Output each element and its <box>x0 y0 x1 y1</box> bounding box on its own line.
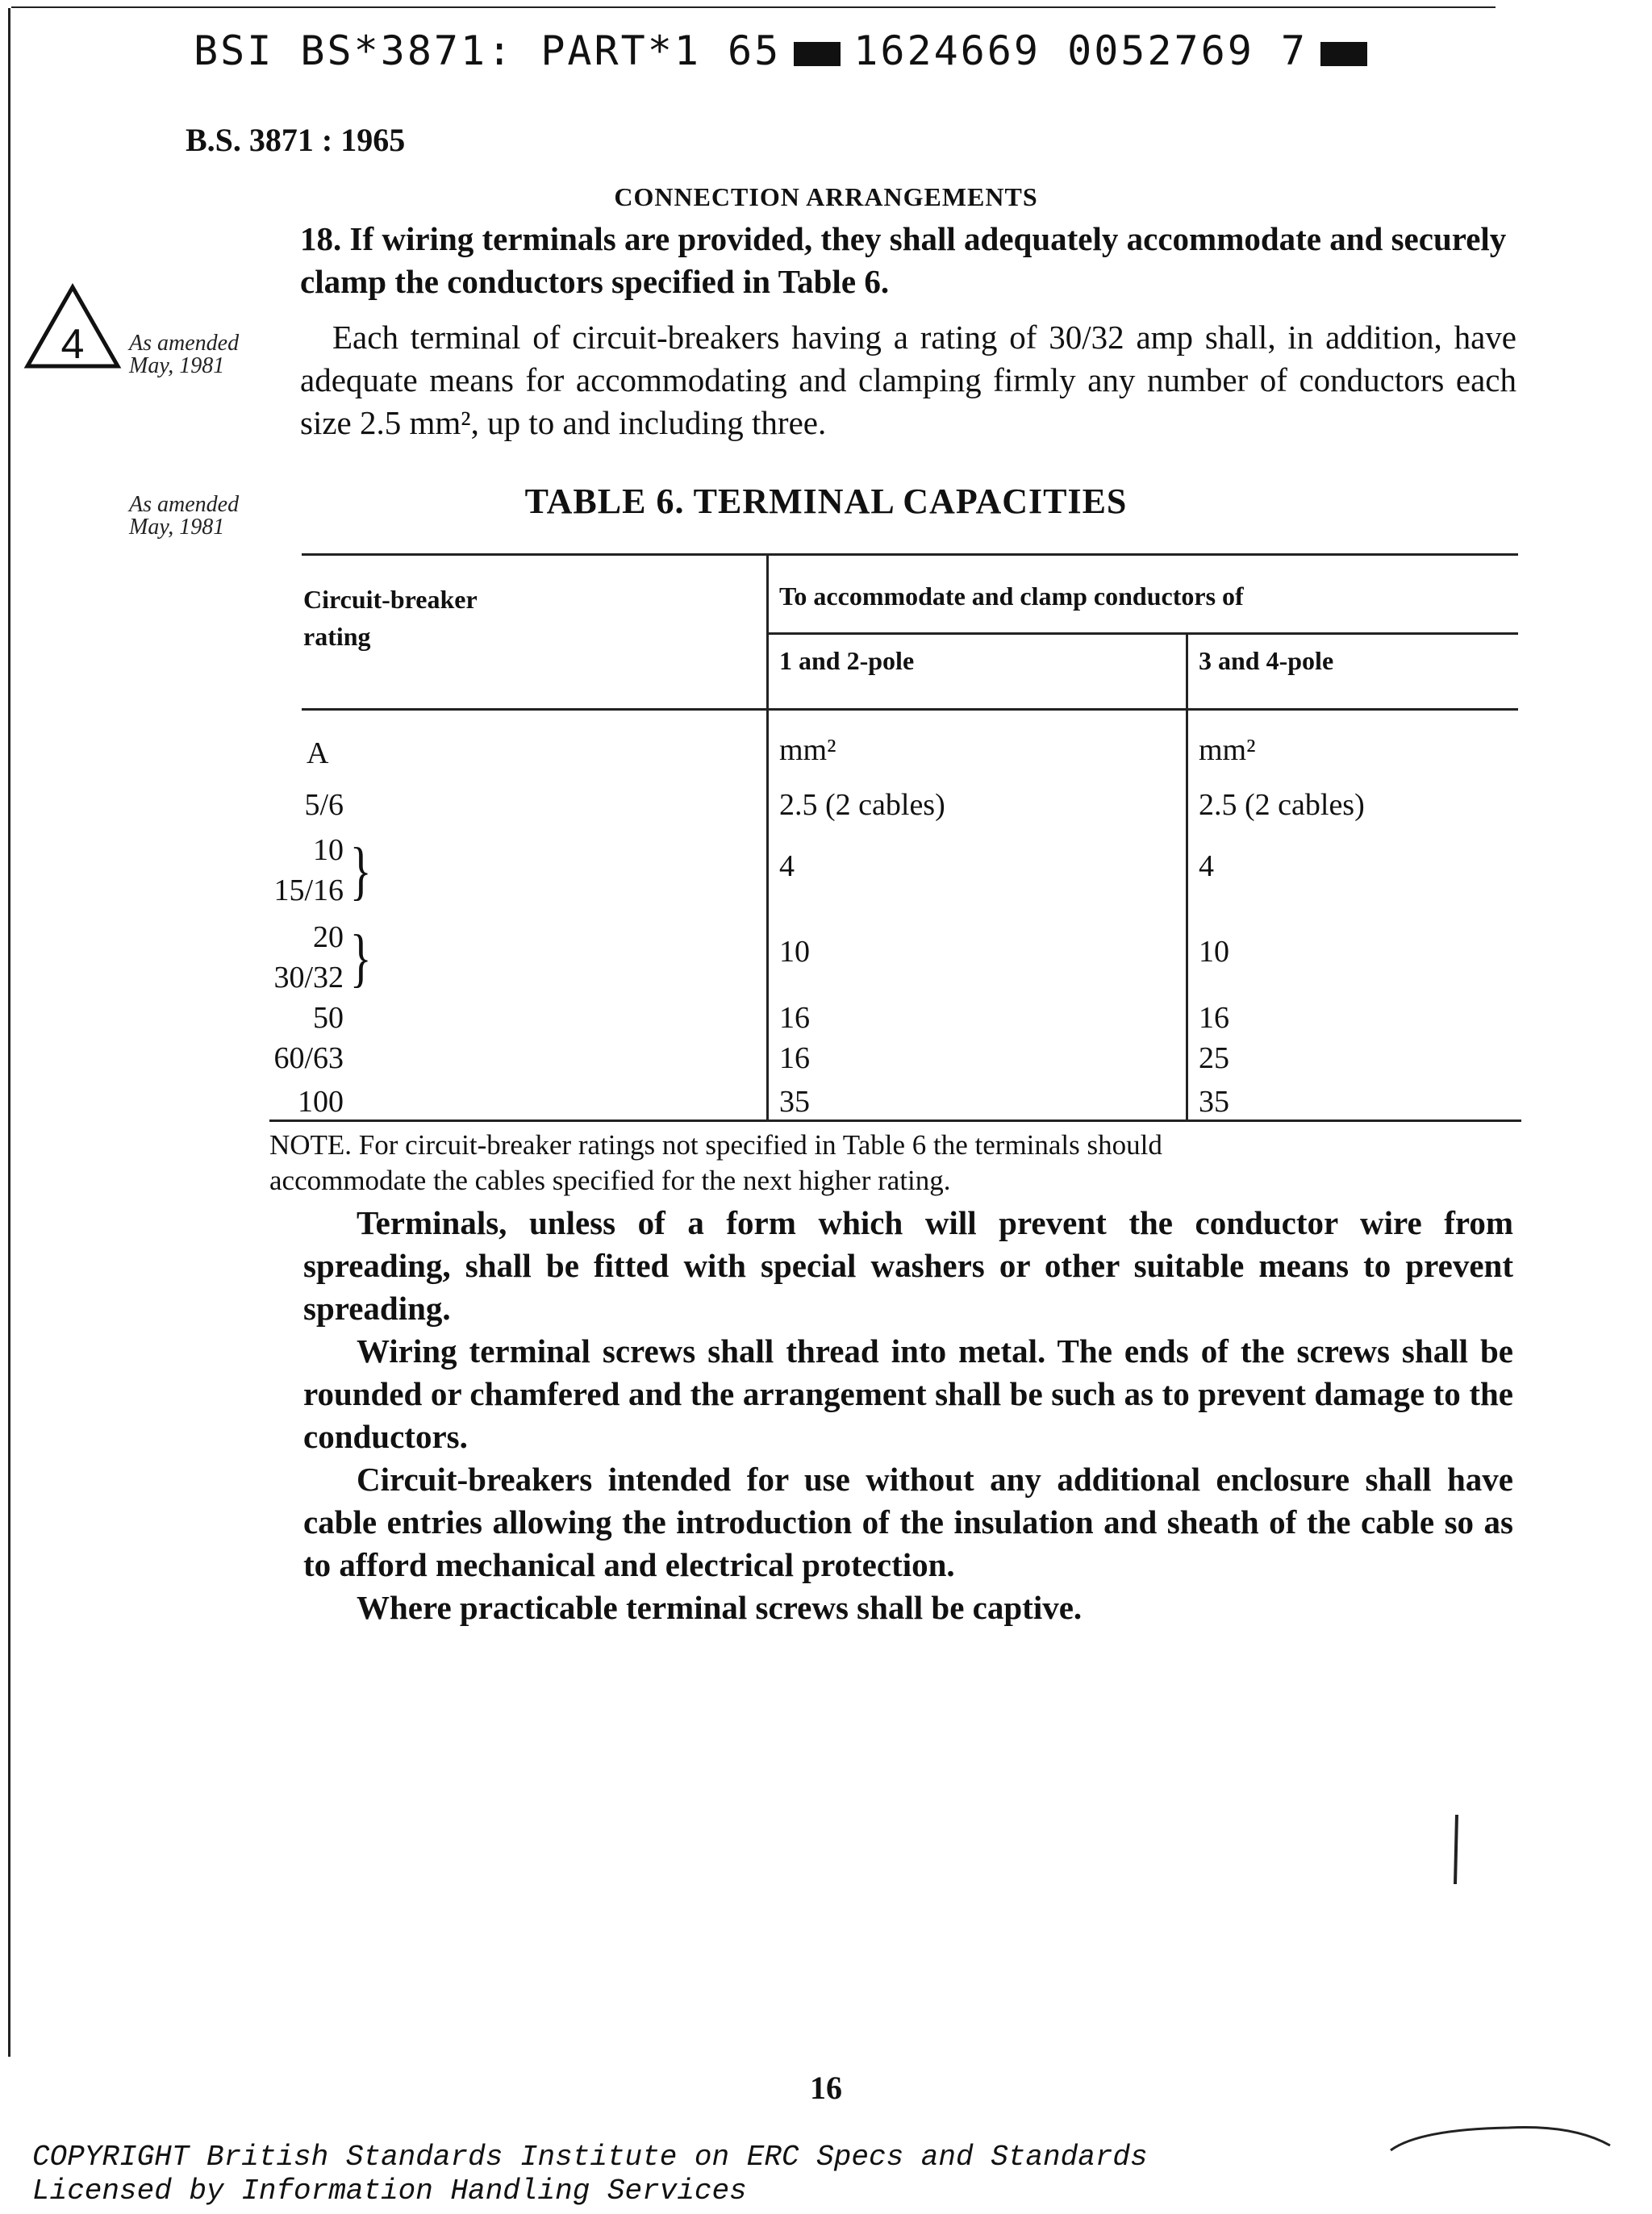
table-cell-rating: 50 <box>313 1001 344 1035</box>
column-header-1-2-pole: 1 and 2-pole <box>779 646 915 675</box>
clause-number: 18. <box>300 220 342 257</box>
top-border-line <box>11 6 1496 8</box>
header-middle-text: 1624669 0052769 7 <box>853 27 1308 74</box>
amendment-number: 4 <box>60 321 85 368</box>
table-cell-rating: 5/6 <box>304 788 344 822</box>
clause-18-paragraph: Each terminal of circuit-breakers having a rating of 30/32 amp shall, in addition, have adequate means for accommodating and clamping firmly any number of conductors each size 2.5 mm², up to and including three. <box>300 319 1516 441</box>
section-title: CONNECTION ARRANGEMENTS <box>614 182 1038 211</box>
clause-intro-text: If wiring terminals are provided, they shall adequately accommodate and securely clamp the conductors specified in Table 6. <box>300 220 1507 300</box>
black-block-mark <box>794 42 841 66</box>
amendment-date: May, 1981 <box>129 353 225 378</box>
table-cell-1-2-pole: 16 <box>779 1001 810 1035</box>
footer-line: Licensed by Information Handling Services <box>32 2174 747 2208</box>
footer-line: COPYRIGHT British Standards Institute on ERC Specs and Standards <box>32 2141 1148 2174</box>
table-header-rule <box>302 708 1518 711</box>
note-line: NOTE. For circuit-breaker ratings not specified in Table 6 the terminals should <box>269 1129 1162 1161</box>
table-cell-rating: 30/32 <box>273 961 344 994</box>
table-cell-rating: 15/16 <box>273 874 344 907</box>
standard-number: B.S. 3871 : 1965 <box>186 122 406 158</box>
group-header: To accommodate and clamp conductors of <box>779 582 1244 611</box>
table-cell-1-2-pole: 35 <box>779 1085 810 1119</box>
table-title: TABLE 6. TERMINAL CAPACITIES <box>524 482 1128 521</box>
black-block-mark <box>1320 42 1367 66</box>
left-border-line <box>8 8 10 2057</box>
table-cell-3-4-pole: 10 <box>1199 935 1229 969</box>
table-cell-rating: 20 <box>313 920 344 954</box>
table-cell-1-2-pole: 2.5 (2 cables) <box>779 788 945 822</box>
body-text <box>303 1202 1513 1629</box>
table-top-rule <box>302 553 1518 556</box>
body-paragraph: Terminals, unless of a form which will prevent the conductor wire from spreading, shall be fitted with special washers or other suitable means to prevent spreading. <box>303 1204 1513 1327</box>
column-header-3-4-pole: 3 and 4-pole <box>1199 646 1334 675</box>
column-header-rating: Circuit-breaker rating <box>303 585 478 651</box>
table-cell-3-4-pole: 35 <box>1199 1085 1229 1119</box>
header-left-text: BSI BS*3871: PART*1 65 <box>194 27 782 74</box>
table-cell-3-4-pole: 4 <box>1199 849 1214 883</box>
body-paragraph: Circuit-breakers intended for use without any additional enclosure shall have cable entries allowing the introduction of the insulation and sheath of the cable so as to afford mechanical and electrical protection. <box>303 1461 1513 1583</box>
amendment-line: As amended <box>129 331 240 356</box>
note-line: accommodate the cables specified for the next higher rating. <box>269 1165 951 1196</box>
body-paragraph: Where practicable terminal screws shall be captive. <box>357 1589 1083 1626</box>
table-cell-3-4-pole: 25 <box>1199 1041 1229 1075</box>
scan-mark <box>1387 2113 1613 2162</box>
group-brace: } <box>349 923 372 994</box>
table-column-divider <box>766 553 769 1120</box>
table-cell-3-4-pole: 2.5 (2 cables) <box>1199 788 1365 822</box>
amendment-note <box>129 332 239 377</box>
scan-header <box>194 27 1380 74</box>
table-cell-3-4-pole: 16 <box>1199 1001 1229 1035</box>
table-cell-1-2-pole: 4 <box>779 849 795 883</box>
table-cell-rating: 100 <box>298 1085 344 1119</box>
amendment-line: As amended <box>129 492 240 517</box>
unit-1-2-pole: mm² <box>779 733 836 767</box>
amendment-date: May, 1981 <box>129 515 225 540</box>
table-subheader-rule <box>766 632 1518 635</box>
page-number: 16 <box>810 2070 842 2106</box>
copyright-footer <box>32 2141 1148 2208</box>
table-bottom-rule <box>269 1120 1521 1122</box>
body-paragraph: Wiring terminal screws shall thread into metal. The ends of the screws shall be rounded or chamfered and the arrangement shall be such as to prevent damage to the conductors. <box>303 1332 1513 1455</box>
table-column-divider <box>1186 632 1188 1120</box>
amendment-triangle-icon <box>23 282 123 371</box>
clause-18-intro <box>300 218 1516 303</box>
unit-rating: A <box>307 736 329 770</box>
scan-mark <box>1452 1815 1462 1887</box>
table-cell-1-2-pole: 10 <box>779 935 810 969</box>
table-cell-1-2-pole: 16 <box>779 1041 810 1075</box>
unit-3-4-pole: mm² <box>1199 733 1256 767</box>
table-note <box>269 1128 1399 1199</box>
table-cell-rating: 60/63 <box>273 1041 344 1075</box>
group-brace: } <box>349 836 372 907</box>
table-cell-rating: 10 <box>313 833 344 867</box>
